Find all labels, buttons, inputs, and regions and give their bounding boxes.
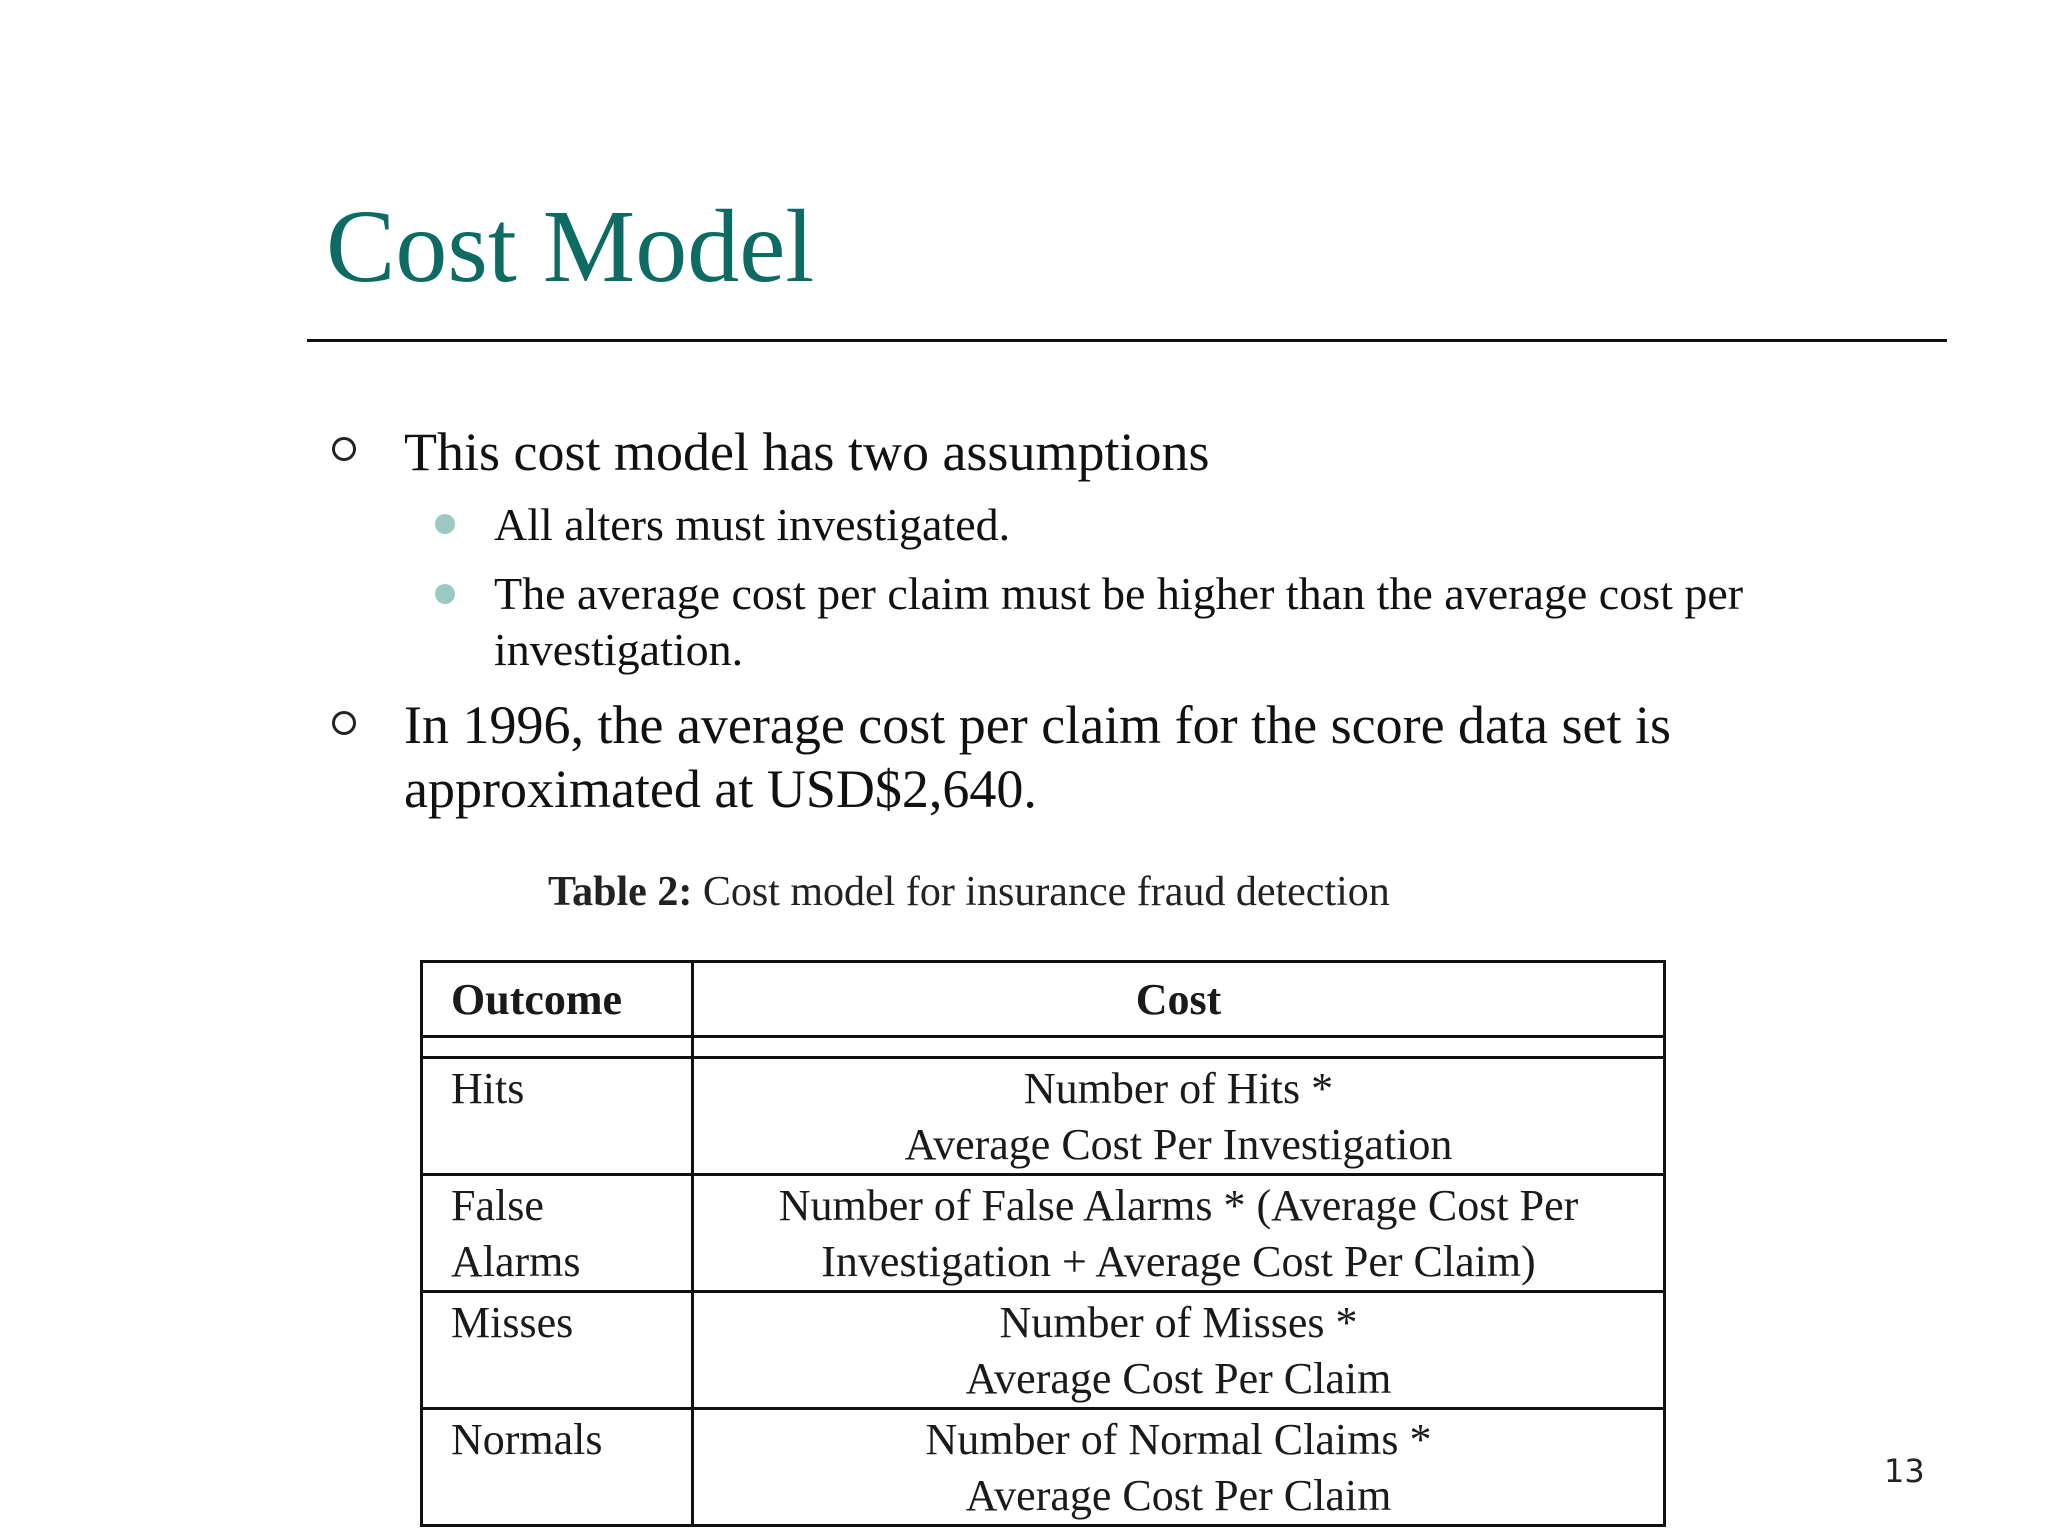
cost-cell: Number of Hits * Average Cost Per Investigation: [693, 1058, 1665, 1175]
dot-bullet-icon: [435, 514, 455, 534]
cost-cell: Number of False Alarms * (Average Cost Per Investigation + Average Cost Per Claim): [693, 1175, 1665, 1292]
table-spacer-row: [422, 1037, 1665, 1058]
table-spacer-cell: [422, 1037, 693, 1058]
column-header-cost: Cost: [693, 962, 1665, 1037]
table-row: [422, 1058, 1665, 1175]
slide-title: Cost Model: [326, 189, 815, 304]
title-divider: [307, 339, 1947, 342]
hollow-circle-bullet-icon: [332, 437, 356, 461]
table-row: [422, 1175, 1665, 1292]
table-caption-label: Table 2:: [548, 869, 693, 915]
outcome-cell: Misses: [422, 1292, 693, 1409]
sub-bullet-item: All alters must investigated.: [494, 499, 1011, 550]
cost-model-table: [420, 960, 1666, 1527]
outcome-cell: False Alarms: [422, 1175, 693, 1292]
bullet-item: In 1996, the average cost per claim for the score data set is approximated at USD$2,640.: [404, 695, 1671, 819]
hollow-circle-bullet-icon: [332, 711, 356, 735]
column-header-outcome: Outcome: [422, 962, 693, 1037]
cost-cell: Number of Misses * Average Cost Per Claim: [693, 1292, 1665, 1409]
sub-bullet-item: The average cost per claim must be higher than the average cost per investigation.: [494, 568, 1744, 675]
outcome-cell: Normals: [422, 1409, 693, 1526]
table-header-row: [422, 962, 1665, 1037]
outcome-cell: Hits: [422, 1058, 693, 1175]
table-caption: [548, 868, 1390, 916]
table-caption-text: Cost model for insurance fraud detection: [692, 869, 1390, 915]
table-row: [422, 1409, 1665, 1526]
cost-cell: Number of Normal Claims * Average Cost Per Claim: [693, 1409, 1665, 1526]
table-row: [422, 1292, 1665, 1409]
table-spacer-cell: [693, 1037, 1665, 1058]
bullet-item: This cost model has two assumptions: [404, 422, 1210, 482]
page-number: 13: [1884, 1452, 1925, 1490]
dot-bullet-icon: [435, 584, 455, 604]
